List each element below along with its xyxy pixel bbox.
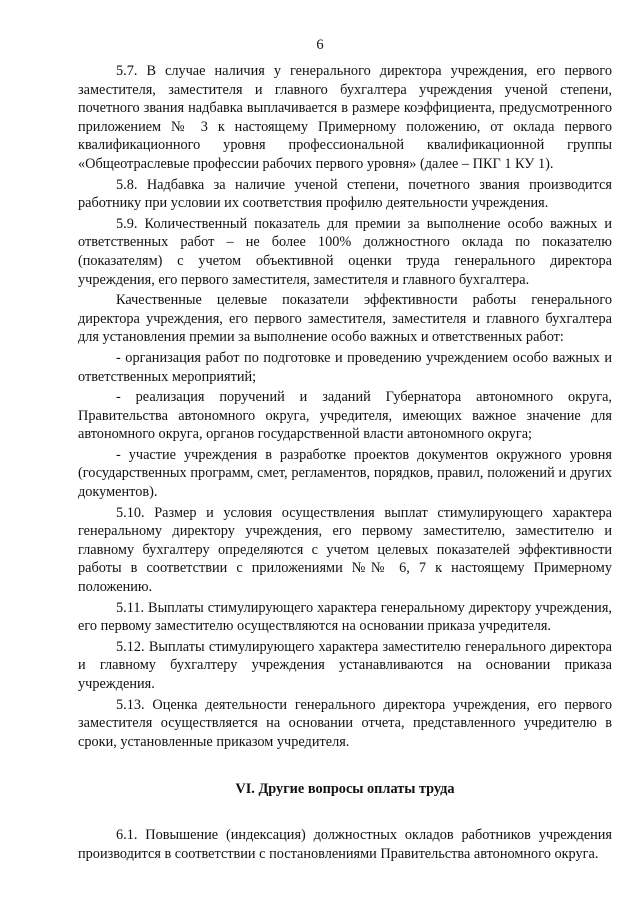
document-body — [78, 62, 612, 865]
paragraph-5-11: 5.11. Выплаты стимулирующего характера генеральному директору учреждения, его первому заместителю осуществляются на основании приказа учредителя. — [78, 599, 612, 635]
paragraph-6-1: 6.1. Повышение (индексация) должностных окладов работников учреждения производится в соответствии с постановлениями Правительства автономного округа. — [78, 826, 612, 862]
paragraph-quality-indicators: Качественные целевые показатели эффективности работы генерального директора учреждения, его первого заместителя, заместителя и главного бухгалтера для установления премии за выполнение особо важных и ответственных работ: — [78, 292, 612, 346]
list-item-organization: - организация работ по подготовке и проведению учреждением особо важных и ответственных мероприятий; — [78, 349, 612, 385]
paragraph-5-12: 5.12. Выплаты стимулирующего характера заместителю генерального директора и главному бухгалтеру учреждения устанавливаются на основании приказа учреждения. — [78, 638, 612, 692]
paragraph-5-9: 5.9. Количественный показатель для премии за выполнение особо важных и ответственных работ – не более 100% должностного оклада по показателю (показателям) с учетом объективной оценки труда генерального директора учреждения, его первого заместителя, заместителя и главного бухгалтера. — [78, 215, 612, 288]
paragraph-5-10: 5.10. Размер и условия осуществления выплат стимулирующего характера генеральному директору учреждения, его первому заместителю, заместителю и главному бухгалтеру определяются с учетом целевых показателей эффективности работы в соответствии с приложениями №№ 6, 7 к настоящему Примерному положению. — [78, 504, 612, 596]
list-item-document-drafting: - участие учреждения в разработке проектов документов окружного уровня (государственных программ, смет, регламентов, порядков, правил, положений и других документов). — [78, 446, 612, 501]
section-heading-vi: VI. Другие вопросы оплаты труда — [235, 781, 455, 798]
paragraph-5-8: 5.8. Надбавка за наличие ученой степени, почетного звания производится работнику при условии их соответствия профилю деятельности учреждения. — [78, 176, 612, 212]
paragraph-5-7: 5.7. В случае наличия у генерального директора учреждения, его первого заместителя, заместителя и главного бухгалтера учреждения ученой степени, почетного звания надбавка выплачивается в размере коэффициента, предусмотренного приложением № 3 к настоящему Примерному положению, от оклада первого квалификационного уровня профессиональной квалификационной группы «Общеотраслевые профессии рабочих первого уровня» (далее – ПКГ 1 КУ 1). — [78, 63, 612, 172]
paragraph-5-13: 5.13. Оценка деятельности генерального директора учреждения, его первого заместителя осуществляется на основании отчета, представленного учредителю в сроки, установленные приказом учредителя. — [78, 696, 612, 750]
list-item-governor-orders: - реализация поручений и заданий Губернатора автономного округа, Правительства автономного округа, учредителя, имеющих важное значение для автономного округа, органов государственной власти автономного округа; — [78, 389, 612, 443]
page-number: 6 — [316, 37, 324, 53]
